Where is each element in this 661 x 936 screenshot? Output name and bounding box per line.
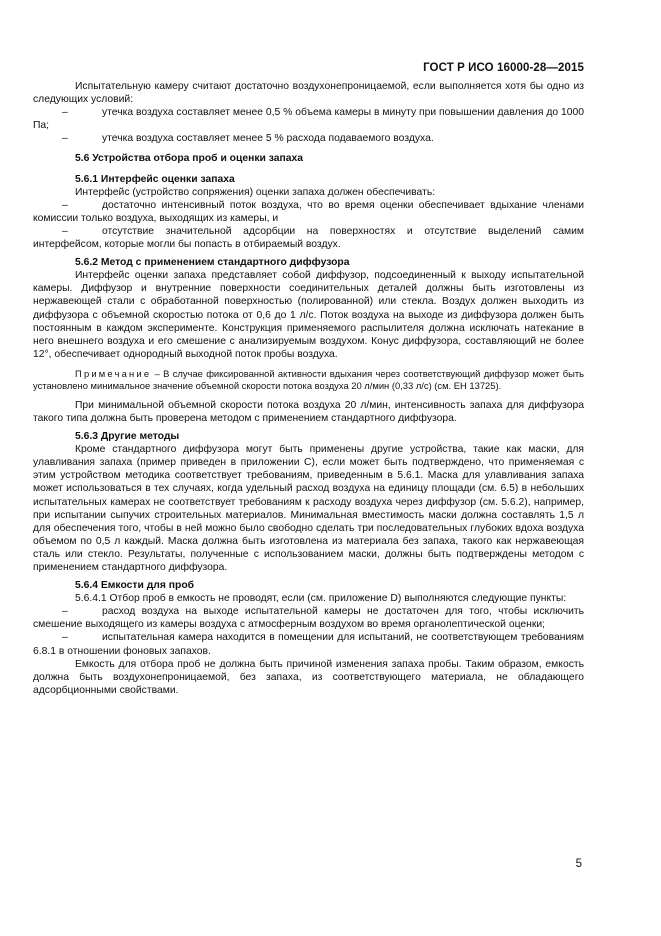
dash-marker: – <box>62 107 68 119</box>
document-header: ГОСТ Р ИСО 16000-28—2015 <box>423 62 584 74</box>
paragraph: При минимальной объемной скорости потока воздуха 20 л/мин, интенсивность запаха для диффузора такого типа должна быть проверена методом с применением стандартного диффузора. <box>33 399 584 424</box>
dash-marker: – <box>62 199 68 211</box>
page-number: 5 <box>575 858 582 870</box>
list-item: – достаточно интенсивный поток воздуха, что во время оценки обеспечивает вдыхание членами комиссии только воздуха, выходящих из камеры, и <box>33 199 584 224</box>
section-heading-5-6-3: 5.6.3 Другие методы <box>75 431 180 443</box>
list-item: – утечка воздуха составляет менее 5 % расхода подаваемого воздуха. <box>62 133 434 145</box>
note-text: – В случае фиксированной активности вдыхания через соответствующий диффузор может быть установлено минимальное значение объемной скорости потока воздуха 20 л/мин (0,33 л/с) (см. ЕН 13725). <box>33 367 584 391</box>
section-heading-5-6-2: 5.6.2 Метод с применением стандартного диффузора <box>75 257 350 269</box>
note-label: Примечание <box>75 367 152 379</box>
dash-marker: – <box>62 606 68 618</box>
document-body <box>33 80 584 697</box>
section-heading-5-6: 5.6 Устройства отбора проб и оценки запаха <box>75 153 304 165</box>
paragraph: Интерфейс оценки запаха представляет собой диффузор, подсоединенный к выходу испытательной камеры. Диффузор и внутренние поверхности соединительных деталей должны быть изготовлены из нержавеющей стали с обработанной поверхностью (полированной) или стекла. Воздух должен выходить из диффузора с объемной скоростью потока от 0,6 до 1 л/с. Поток воздуха на выходе из диффузора должен быть постоянным в каждом эксперименте. Конструкция применяемого распылителя должна исключать натекание в него внешнего воздуха и его смешение с анализируемым воздухом. Конус диффузора, составляющий не более 12°, обеспечивает однородный выходной поток пробы воздуха. <box>33 270 584 360</box>
list-item: – утечка воздуха составляет менее 0,5 % объема камеры в минуту при повышении давления до 1000 Па; <box>33 107 584 132</box>
dash-marker: – <box>62 133 68 145</box>
list-item: – испытательная камера находится в помещении для испытаний, не соответствующем требованиям 6.8.1 в отношении фоновых запахов. <box>33 632 584 657</box>
paragraph: Интерфейс (устройство сопряжения) оценки запаха должен обеспечивать: <box>75 186 436 198</box>
list-item: – расход воздуха на выходе испытательной камеры не достаточен для того, чтобы исключить смешение выходящего из камеры воздуха с атмосферным воздухом во время органолептической оценки; <box>33 606 584 631</box>
paragraph: Кроме стандартного диффузора могут быть применены другие устройства, такие как маски, для улавливания запаха (пример приведен в приложении С), если может быть подтверждено, что применяемая с этим устройством методика соответствует требованиям, приведенным в 5.6.1. Маска для улавливания запаха может использоваться в тех случаях, когда удельный расход воздуха на единицу площади (см. 6.5) в небольших испытательных камерах не соответствует требованиям к расходу воздуха через диффузор (см. 5.6.2), например, при испытании сыпучих строительных материалов. Минимальная вместимость маски должна составлять 1,5 л для обеспечения того, чтобы в ней можно было свободно сделать три последовательных глубоких вдоха воздуха объемом по 0,5 л каждый. Маска должна быть изготовлена из материала без запаха, такого как нержавеющая сталь или стекло. Результаты, полученные с использованием маски, должны быть подтверждены методом с применением стандартного диффузора. <box>33 444 584 573</box>
paragraph: 5.6.4.1 Отбор проб в емкость не проводят, если (см. приложение D) выполняются следующие пункты: <box>75 593 567 605</box>
section-heading-5-6-1: 5.6.1 Интерфейс оценки запаха <box>75 173 235 185</box>
section-heading-5-6-4: 5.6.4 Емкости для проб <box>75 580 195 592</box>
intro-paragraph: Испытательную камеру считают достаточно воздухонепроницаемой, если выполняется хотя бы одно из следующих условий: <box>33 81 584 106</box>
list-item: – отсутствие значительной адсорбции на поверхностях и отсутствие выделений самим интерфейсом, которые могли бы попасть в отбираемый воздух. <box>33 225 584 251</box>
note <box>33 368 584 392</box>
dash-marker: – <box>62 225 68 237</box>
dash-marker: – <box>62 632 68 644</box>
paragraph: Емкость для отбора проб не должна быть причиной изменения запаха пробы. Таким образом, емкость должна быть воздухонепроницаемой, без запаха, из соответствующего материала, не обладающего адсорбционными свойствами. <box>33 658 584 696</box>
